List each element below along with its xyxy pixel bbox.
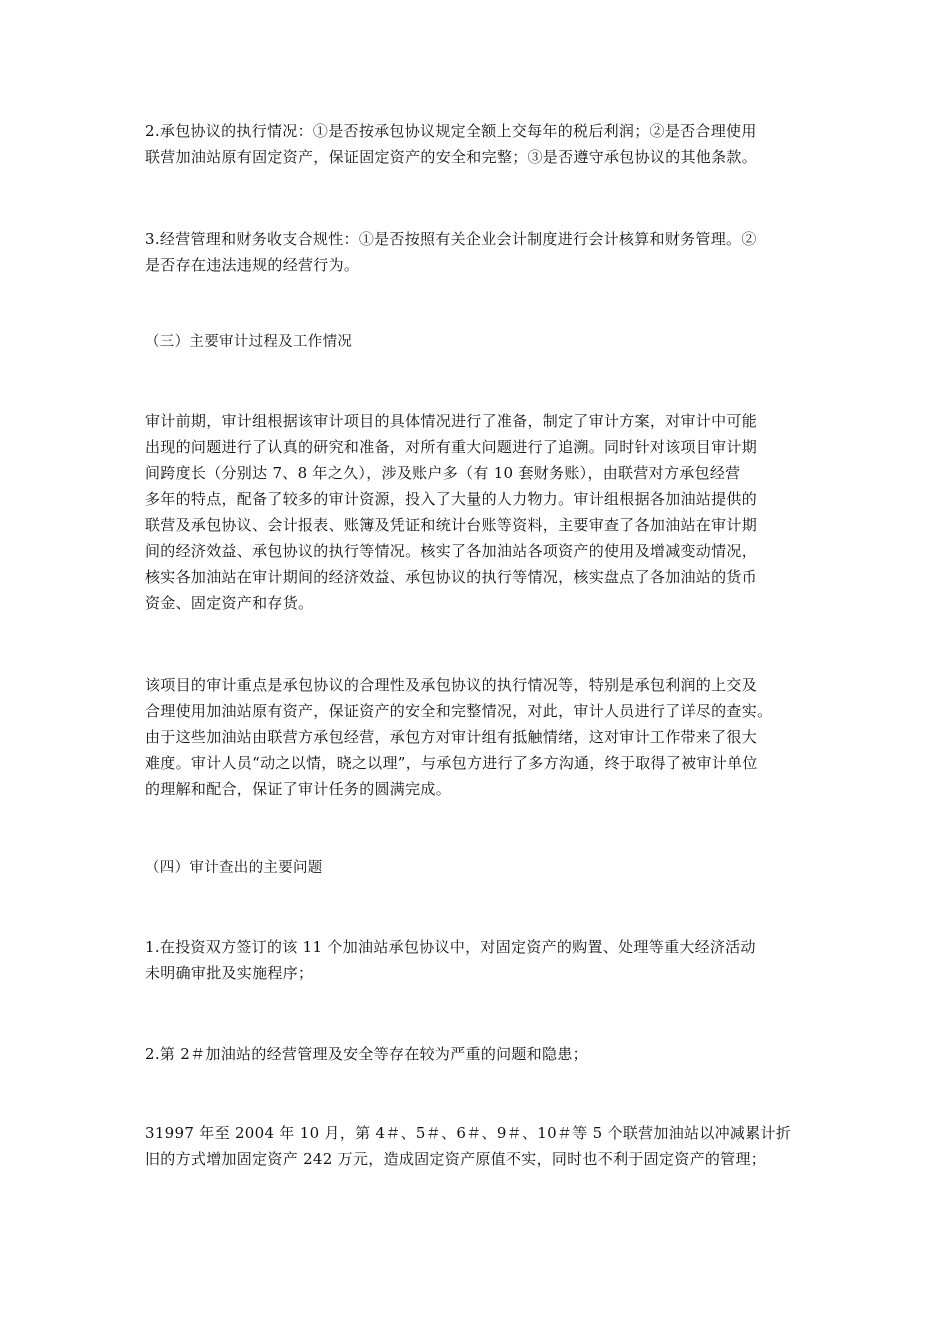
section-heading-main-issues: （四）审计查出的主要问题 [145,860,323,876]
paragraph-audit-focus [145,672,810,802]
paragraph-audit-preparation [145,408,810,616]
text-line: 是否存在违法违规的经营行为。 [145,256,360,274]
text-line: 的理解和配合，保证了审计任务的圆满完成。 [145,780,452,798]
text-line: 3.经营管理和财务收支合规性：①是否按照有关企业会计制度进行会计核算和财务管理。② [145,230,757,248]
text-line: 31997 年至 2004 年 10 月，第 4＃、5＃、6＃、9＃、10＃等 5 个联营加油站以冲减累计折 [145,1124,792,1142]
text-line: 出现的问题进行了认真的研究和准备，对所有重大问题进行了追溯。同时针对该项目审计期 [145,438,758,456]
text-line: 旧的方式增加固定资产 242 万元，造成固定资产原值不实，同时也不利于固定资产的管理； [145,1150,767,1168]
section-heading-audit-process: （三）主要审计过程及工作情况 [145,334,353,350]
text-line: 2.承包协议的执行情况：①是否按承包协议规定全额上交每年的税后利润；②是否合理使用 [145,122,757,140]
text-line: 1.在投资双方签订的该 11 个加油站承包协议中，对固定资产的购置、处理等重大经济活动 [145,938,756,956]
text-line: 未明确审批及实施程序； [145,964,314,982]
paragraph-management-compliance [145,226,810,278]
text-line: 联营加油站原有固定资产，保证固定资产的安全和完整；③是否遵守承包协议的其他条款。 [145,148,758,166]
paragraph-issue-1 [145,934,810,986]
text-line: 合理使用加油站原有资产，保证资产的安全和完整情况，对此，审计人员进行了详尽的查实。 [145,702,773,720]
paragraph-contract-execution [145,118,810,170]
text-line: 难度。审计人员“动之以情，晓之以理”，与承包方进行了多方沟通，终于取得了被审计单位 [145,754,758,772]
text-line: 资金、固定资产和存货。 [145,594,314,612]
paragraph-issue-3 [145,1120,810,1172]
text-line: 由于这些加油站由联营方承包经营，承包方对审计组有抵触情绪，这对审计工作带来了很大 [145,728,758,746]
text-line: 该项目的审计重点是承包协议的合理性及承包协议的执行情况等，特别是承包利润的上交及 [145,676,758,694]
paragraph-issue-2 [145,1041,810,1067]
text-line: 核实各加油站在审计期间的经济效益、承包协议的执行等情况，核实盘点了各加油站的货币 [145,568,758,586]
text-line: 2.第 2＃加油站的经营管理及安全等存在较为严重的问题和隐患； [145,1045,588,1063]
text-line: 间跨度长（分别达 7、8 年之久），涉及账户多（有 10 套财务账），由联营对方承包经营 [145,464,741,482]
text-line: 联营及承包协议、会计报表、账簿及凭证和统计台账等资料，主要审查了各加油站在审计期 [145,516,758,534]
text-line: 多年的特点，配备了较多的审计资源，投入了大量的人力物力。审计组根据各加油站提供的 [145,490,758,508]
text-line: 审计前期，审计组根据该审计项目的具体情况进行了准备，制定了审计方案，对审计中可能 [145,412,758,430]
text-line: 间的经济效益、承包协议的执行等情况。核实了各加油站各项资产的使用及增减变动情况， [145,542,758,560]
